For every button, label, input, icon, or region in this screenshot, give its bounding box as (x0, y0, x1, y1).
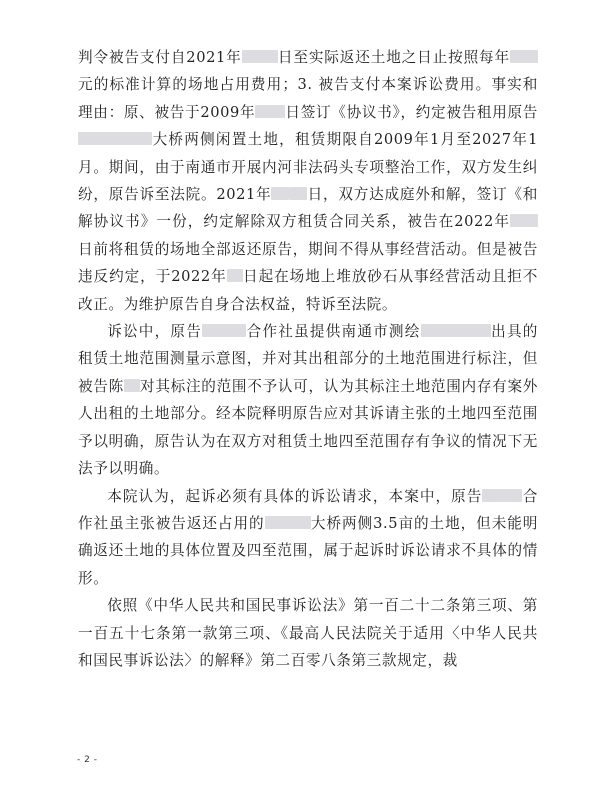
redaction-block (271, 187, 289, 200)
text-segment: 日起在场地上堆放砂石从事经营活动且拒不改正。为维护原告自身合法权益，特诉至法院。 (78, 268, 538, 313)
paragraph (78, 44, 538, 318)
paragraph (78, 483, 538, 593)
redaction-block (289, 187, 307, 200)
text-segment: 本院认为，起诉必须有具体的诉讼请求，本案中，原告 (107, 487, 483, 505)
text-segment: 日至实际返还土地之日止按照每年 (277, 49, 510, 66)
text-segment: 对其标注的范围不予认可，认为其标注土地范围内存有案外人出租的土地部分。经本院释明原告应对其诉请主张的土地四至范围予以明确，原告认为在双方对租赁土地四至范围存有争议的情况下无法予以明确。 (78, 377, 538, 478)
redaction-block (227, 269, 243, 282)
redaction-block (242, 50, 278, 63)
text-segment: 出具的租赁土地范围测量示意图，并对其出租部分的土地范围进行标注，但被告陈 (78, 323, 538, 395)
text-segment: 元的标准计算的场地占用费用；3. 被告支付本案诉讼费用。事实和理由：原、被告于2009年 (78, 76, 538, 121)
redaction-block (510, 50, 538, 63)
redaction-block (421, 324, 491, 337)
text-segment: 日前将租赁的场地全部返还原告，期间不得从事经营活动。但是被告违反约定，于2022年 (78, 240, 538, 286)
redaction-block (482, 489, 504, 502)
redaction-block (504, 489, 522, 502)
redaction-block (255, 105, 285, 118)
text-segment: 日签订《协议书》，约定被告租用原告 (285, 103, 538, 121)
page-number: - 2 - (77, 755, 98, 765)
text-segment: 大桥两侧闲置土地，租赁期限自2009年1月至2027年1月。期间，由于南通市开展内河非法码头专项整治工作，双方发生纠纷，原告诉至法院。2021年 (78, 131, 538, 204)
document-body (78, 44, 538, 674)
redaction-block (510, 214, 538, 227)
redaction-block (78, 132, 152, 145)
text-segment: 诉讼中，原告 (107, 323, 203, 341)
paragraph (78, 592, 538, 674)
text-segment: 日，双方达成庭外和解，签订《和解协议书》一份，约定解除双方租赁合同关系，被告在2022年 (78, 186, 538, 231)
paragraph (78, 318, 538, 482)
redaction-block (124, 379, 140, 392)
redaction-block (202, 324, 246, 337)
redaction-block (265, 516, 311, 529)
text-segment: 依照《中华人民共和国民事诉讼法》第一百二十二条第三项、第一百五十七条第一款第三项、《最高人民法院关于适用〈中华人民共和国民事诉讼法〉的解释》第二百零八条第三款规定，裁 (78, 597, 538, 669)
text-segment: 合作社虽主张被告返还占用的 (78, 487, 538, 532)
text-segment: 合作社虽提供南通市测绘 (246, 323, 421, 341)
text-segment: 判令被告支付自2021年 (78, 49, 242, 66)
text-segment: 大桥两侧3.5亩的土地，但未能明确返还土地的具体位置及四至范围，属于起诉时诉讼请求不具体的情形。 (78, 514, 538, 587)
